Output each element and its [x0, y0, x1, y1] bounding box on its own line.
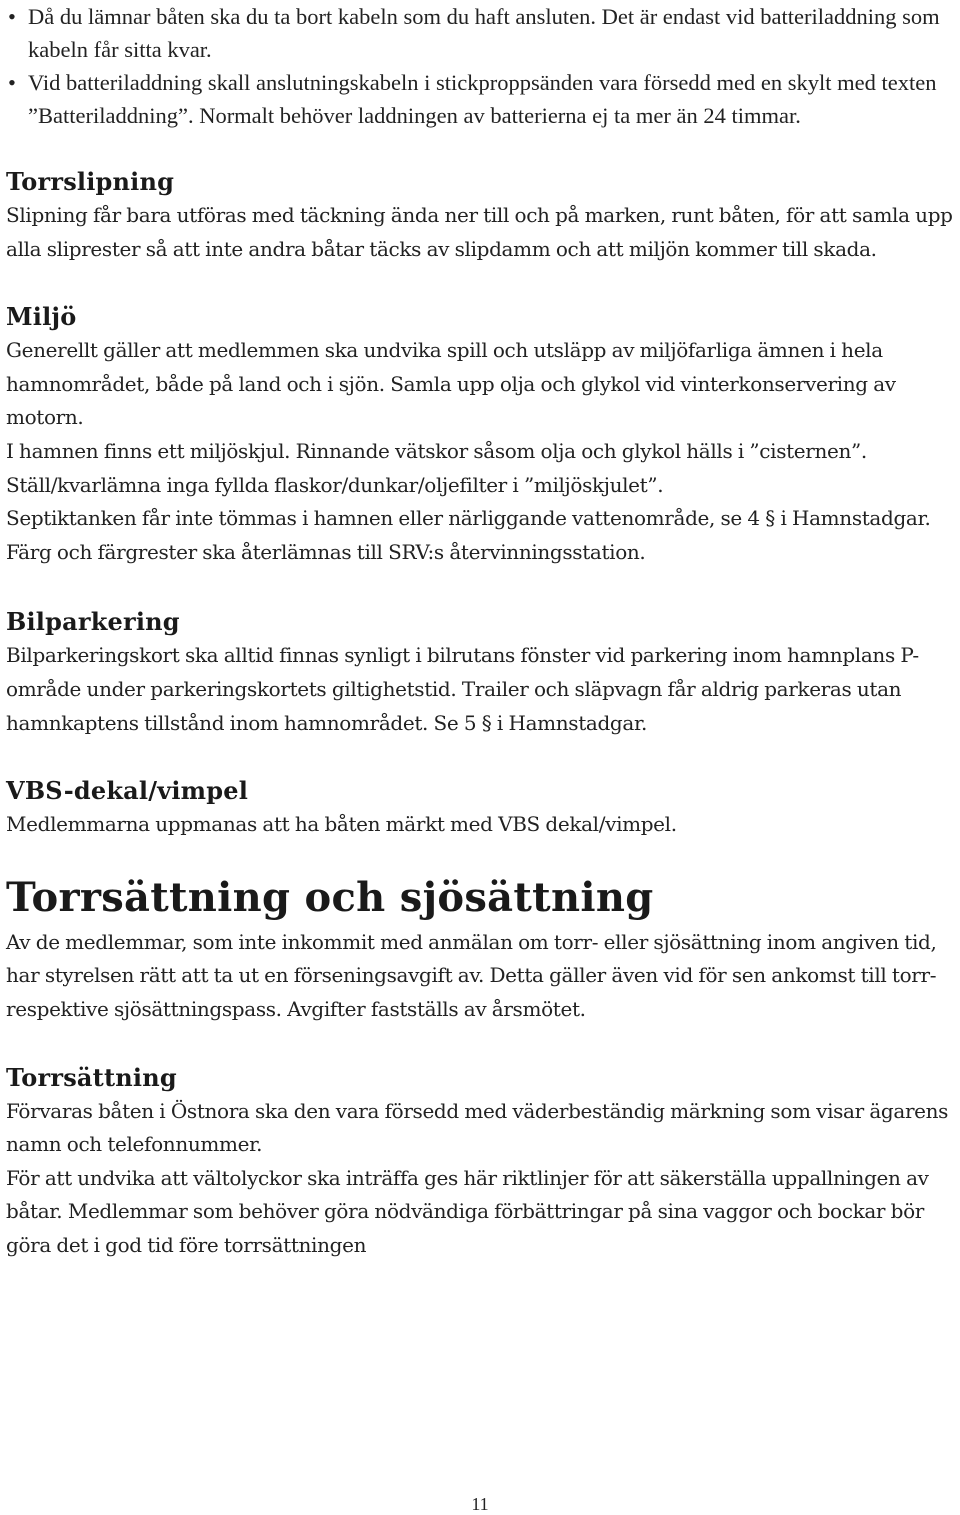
- bullet-list: [6, 0, 956, 132]
- paragraph: Septiktanken får inte tömmas i hamnen eller närliggande vattenområde, se 4 § i Hamnstadgar.: [6, 506, 931, 531]
- paragraph: Färg och färgrester ska återlämnas till SRV:s återvinningsstation.: [6, 539, 646, 564]
- section-heading: Bilparkering: [6, 607, 180, 637]
- section-heading: Torrslipning: [6, 167, 175, 196]
- section-torrsattning-och-sjosattning: [6, 870, 956, 1027]
- section-heading: Torrsättning: [6, 1062, 177, 1092]
- paragraph: Medlemmarna uppmanas att ha båten märkt med VBS dekal/vimpel.: [6, 812, 677, 837]
- page-number: 11: [471, 1494, 489, 1514]
- paragraph: För att undvika att vältolyckor ska inträffa ges här riktlinjer för att säkerställa uppallningen av båtar. Medlemmar som behöver göra nödvändiga förbättringar på sina vaggor och bockar bör göra det i god tid före torrsättningen: [6, 1165, 929, 1257]
- bullet-item-cable: • Då du lämnar båten ska du ta bort kabeln som du haft ansluten. Det är endast vid batteriladdning som kabeln får sitta kvar.: [6, 0, 956, 66]
- section-vbs: [6, 774, 956, 842]
- document-page: [6, 0, 956, 1262]
- section-heading: Miljö: [6, 302, 77, 332]
- section-heading: VBS-dekal/vimpel: [6, 776, 249, 806]
- paragraph: Av de medlemmar, som inte inkommit med anmälan om torr- eller sjösättning inom angiven tid, har styrelsen rätt att ta ut en förseningsavgift av. Detta gäller även vid för sen ankomst till torr-respektive sjösättningspass. Avgifter fastställs av årsmötet.: [6, 929, 937, 1021]
- bullet-item-charging-sign: • Vid batteriladdning skall anslutningskabeln i stickproppsänden vara försedd med en skylt med texten ”Batteriladdning”. Normalt behöver laddningen av batterierna ej ta mer än 24 timmar.: [6, 66, 956, 132]
- section-torrsattning: [6, 1061, 956, 1263]
- paragraph: Förvaras båten i Östnora ska den vara försedd med väderbeständig märkning som visar ägarens namn och telefonnummer.: [6, 1098, 949, 1157]
- section-miljo: [6, 300, 956, 569]
- paragraph: Generellt gäller att medlemmen ska undvika spill och utsläpp av miljöfarliga ämnen i hela hamnområdet, både på land och i sjön. Samla upp olja och glykol vid vinterkonservering av motorn.: [6, 338, 896, 430]
- section-bilparkering: [6, 605, 956, 740]
- chapter-heading: Torrsättning och sjösättning: [6, 873, 654, 921]
- section-torrslipning: [6, 165, 956, 266]
- paragraph: Bilparkeringskort ska alltid finnas synligt i bilrutans fönster vid parkering inom hamnplans P-område under parkeringskortets giltighetstid. Trailer och släpvagn får aldrig parkeras utan hamnkaptens tillstånd inom hamnområdet. Se 5 § i Hamnstadgar.: [6, 643, 919, 735]
- paragraph: I hamnen finns ett miljöskjul. Rinnande vätskor såsom olja och glykol hälls i ”cisternen”. Ställ/kvarlämna inga fyllda flaskor/dunkar/oljefilter i ”miljöskjulet”.: [6, 438, 867, 497]
- paragraph: Slipning får bara utföras med täckning ända ner till och på marken, runt båten, för att samla upp alla sliprester så att inte andra båtar täcks av slipdamm och att miljön kommer till skada.: [6, 203, 953, 261]
